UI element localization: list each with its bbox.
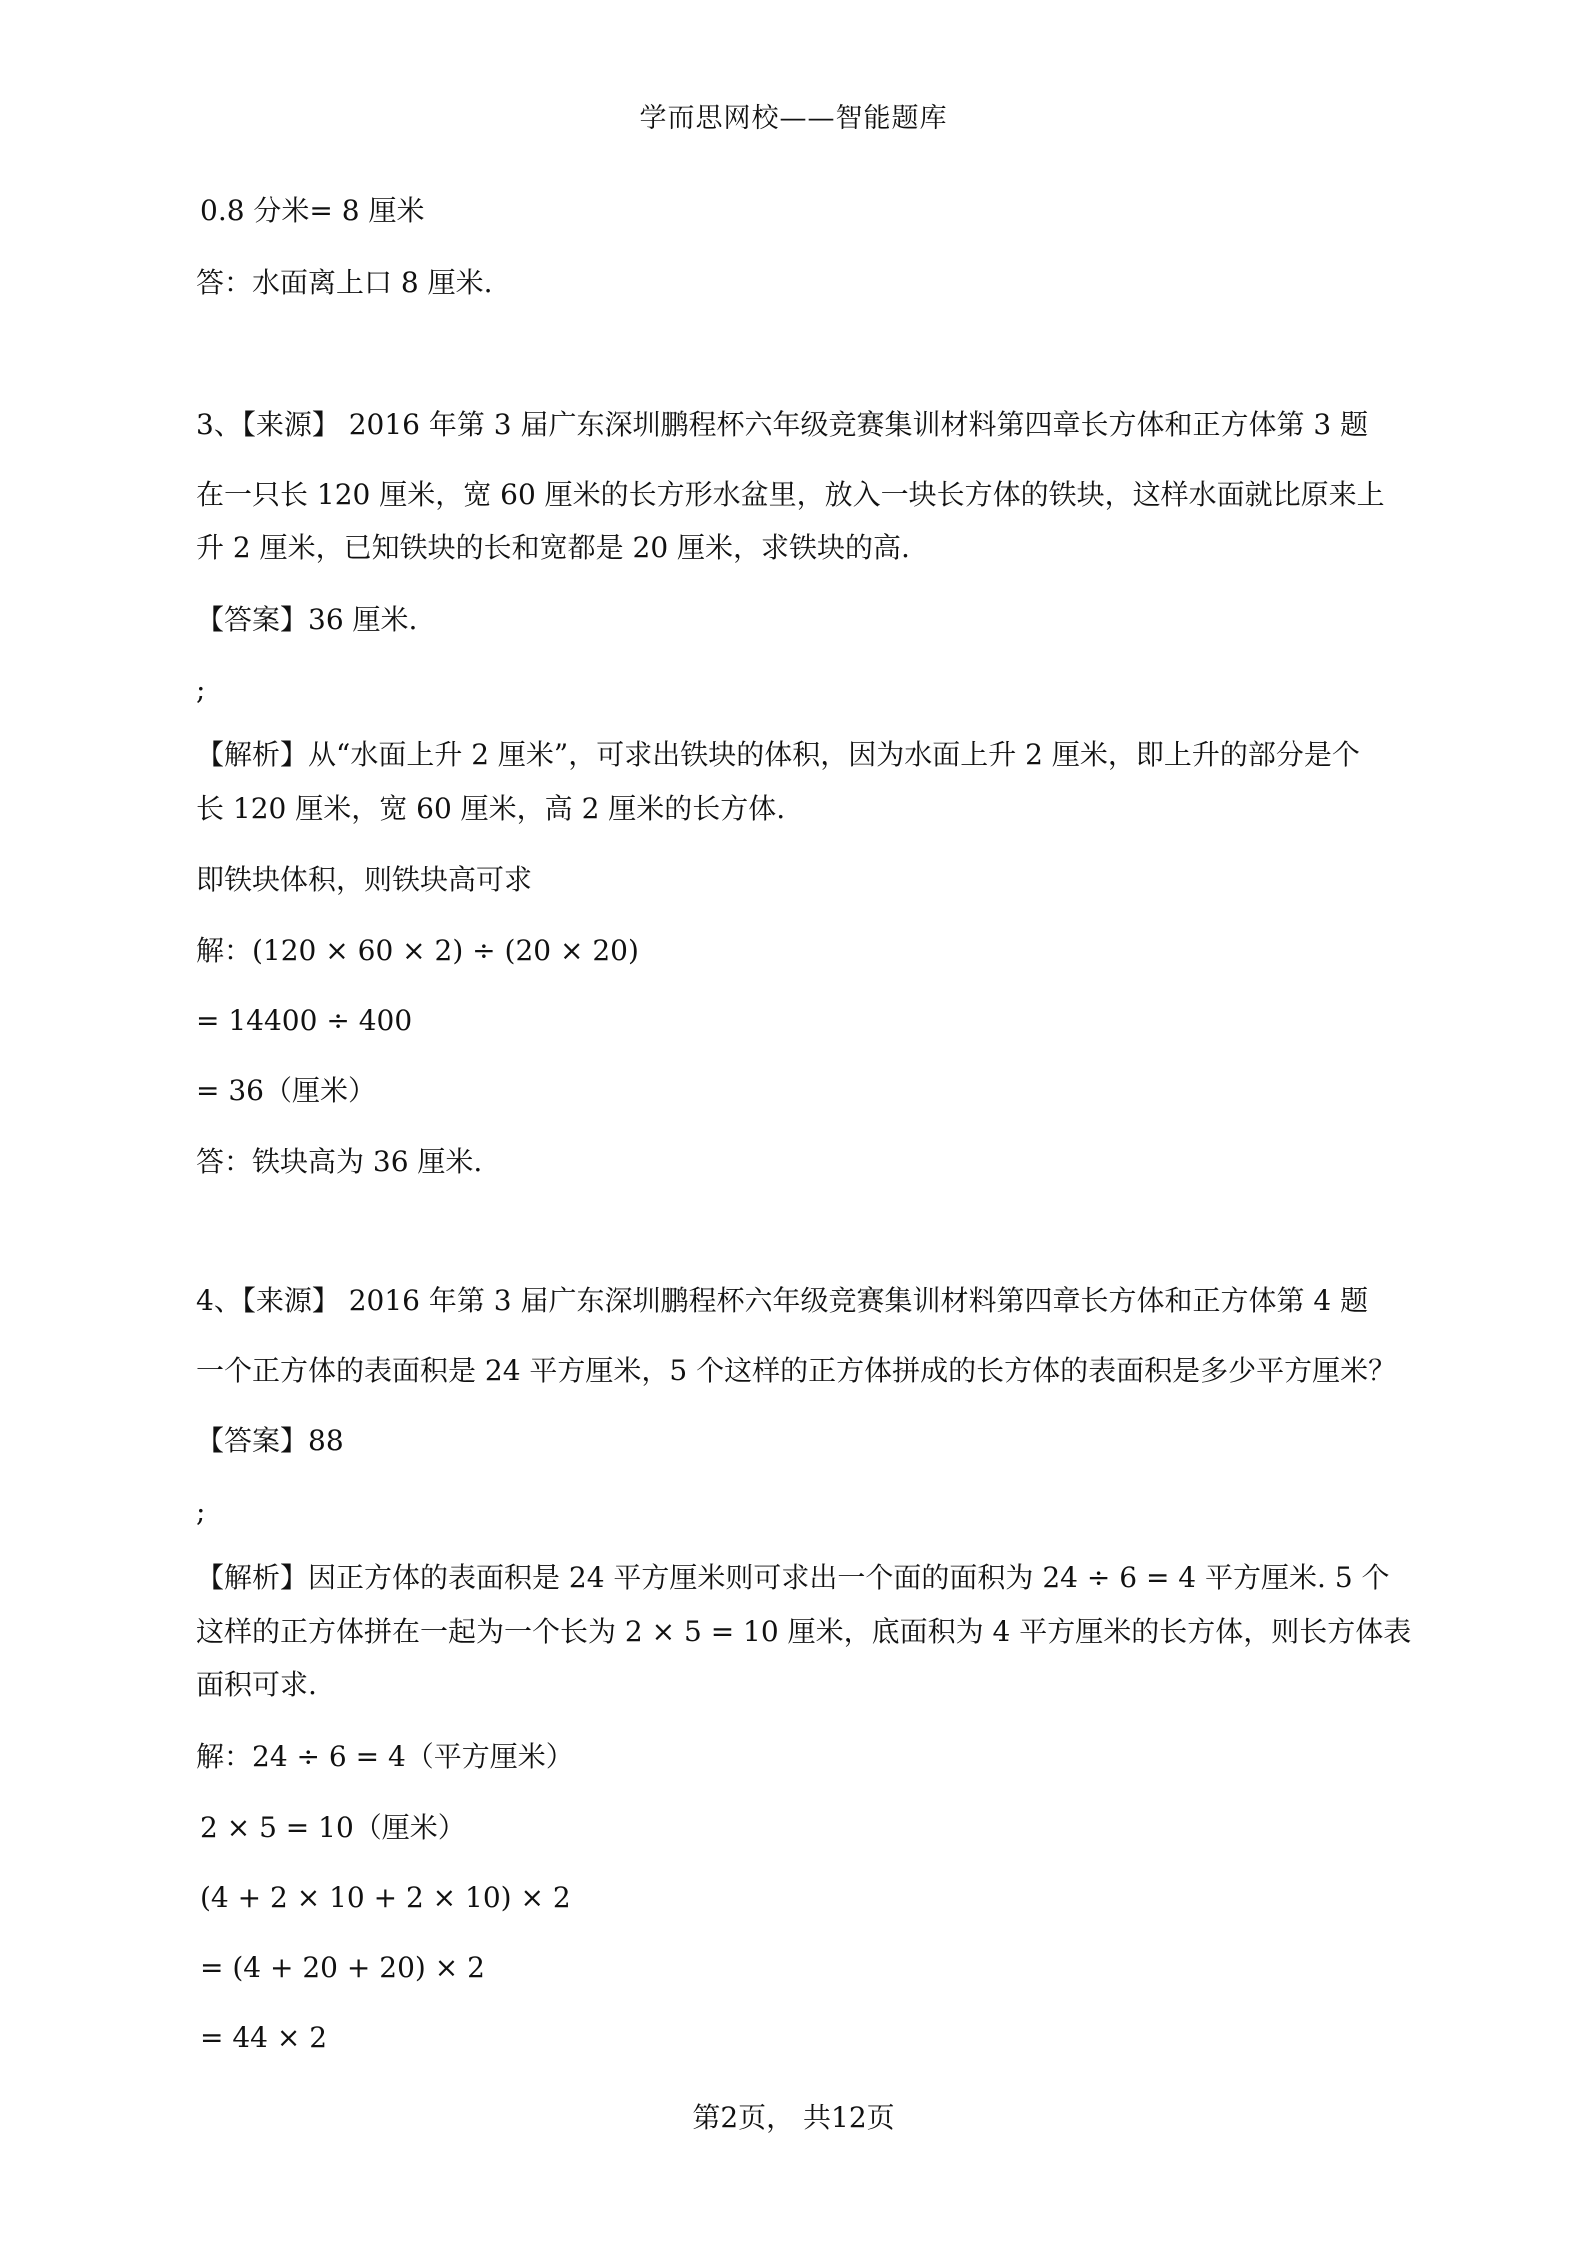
question-4-solution: 2 × 5 = 10（厘米） (200, 1811, 466, 1844)
question-4-solution: = (4 + 20 + 20) × 2 (200, 1951, 485, 1984)
question-4-analysis: 【解析】因正方体的表面积是 24 平方厘米则可求出一个面的面积为 24 ÷ 6 = 4 平方厘米. 5 个 (196, 1561, 1390, 1594)
question-3-solution: = 14400 ÷ 400 (196, 1004, 413, 1037)
question-3-solution: = 36（厘米） (196, 1074, 376, 1107)
question-3-text: 升 2 厘米，已知铁块的长和宽都是 20 厘米，求铁块的高. (196, 531, 910, 564)
question-3-answer: 【答案】36 厘米. (196, 603, 418, 636)
question-4-analysis: 这样的正方体拼在一起为一个长为 2 × 5 = 10 厘米，底面积为 4 平方厘米的长方体，则长方体表 (196, 1615, 1412, 1648)
separator: ; (196, 1495, 206, 1528)
text-line: 答：水面离上口 8 厘米. (196, 266, 493, 299)
page-header: 学而思网校——智能题库 (639, 103, 948, 134)
question-4-solution: 解：24 ÷ 6 = 4（平方厘米） (196, 1740, 574, 1773)
question-4-answer: 【答案】88 (196, 1424, 344, 1457)
question-4-solution: = 44 × 2 (200, 2021, 328, 2054)
question-3-analysis: 即铁块体积，则铁块高可求 (196, 863, 533, 896)
question-3-text: 在一只长 120 厘米，宽 60 厘米的长方形水盆里，放入一块长方体的铁块，这样水面就比原来上 (196, 478, 1385, 511)
question-3-analysis: 【解析】从“水面上升 2 厘米”，可求出铁块的体积，因为水面上升 2 厘米，即上升的部分是个 (196, 738, 1360, 771)
question-4-text: 一个正方体的表面积是 24 平方厘米，5 个这样的正方体拼成的长方体的表面积是多少平方厘米？ (196, 1354, 1397, 1387)
question-3-source: 3、【来源】 2016 年第 3 届广东深圳鹏程杯六年级竞赛集训材料第四章长方体和正方体第 3 题 (196, 408, 1369, 441)
question-3-analysis: 长 120 厘米，宽 60 厘米，高 2 厘米的长方体. (196, 792, 786, 825)
page-footer: 第2页， 共12页 (692, 2101, 895, 2134)
question-4-solution: (4 + 2 × 10 + 2 × 10) × 2 (200, 1881, 571, 1914)
question-3-solution: 解：(120 × 60 × 2) ÷ (20 × 20) (196, 934, 639, 967)
question-4-source: 4、【来源】 2016 年第 3 届广东深圳鹏程杯六年级竞赛集训材料第四章长方体和正方体第 4 题 (196, 1284, 1369, 1317)
separator: ; (196, 673, 206, 706)
text-line: 0.8 分米= 8 厘米 (200, 194, 425, 227)
question-3-final-answer: 答：铁块高为 36 厘米. (196, 1145, 483, 1178)
question-4-analysis: 面积可求. (196, 1668, 317, 1701)
